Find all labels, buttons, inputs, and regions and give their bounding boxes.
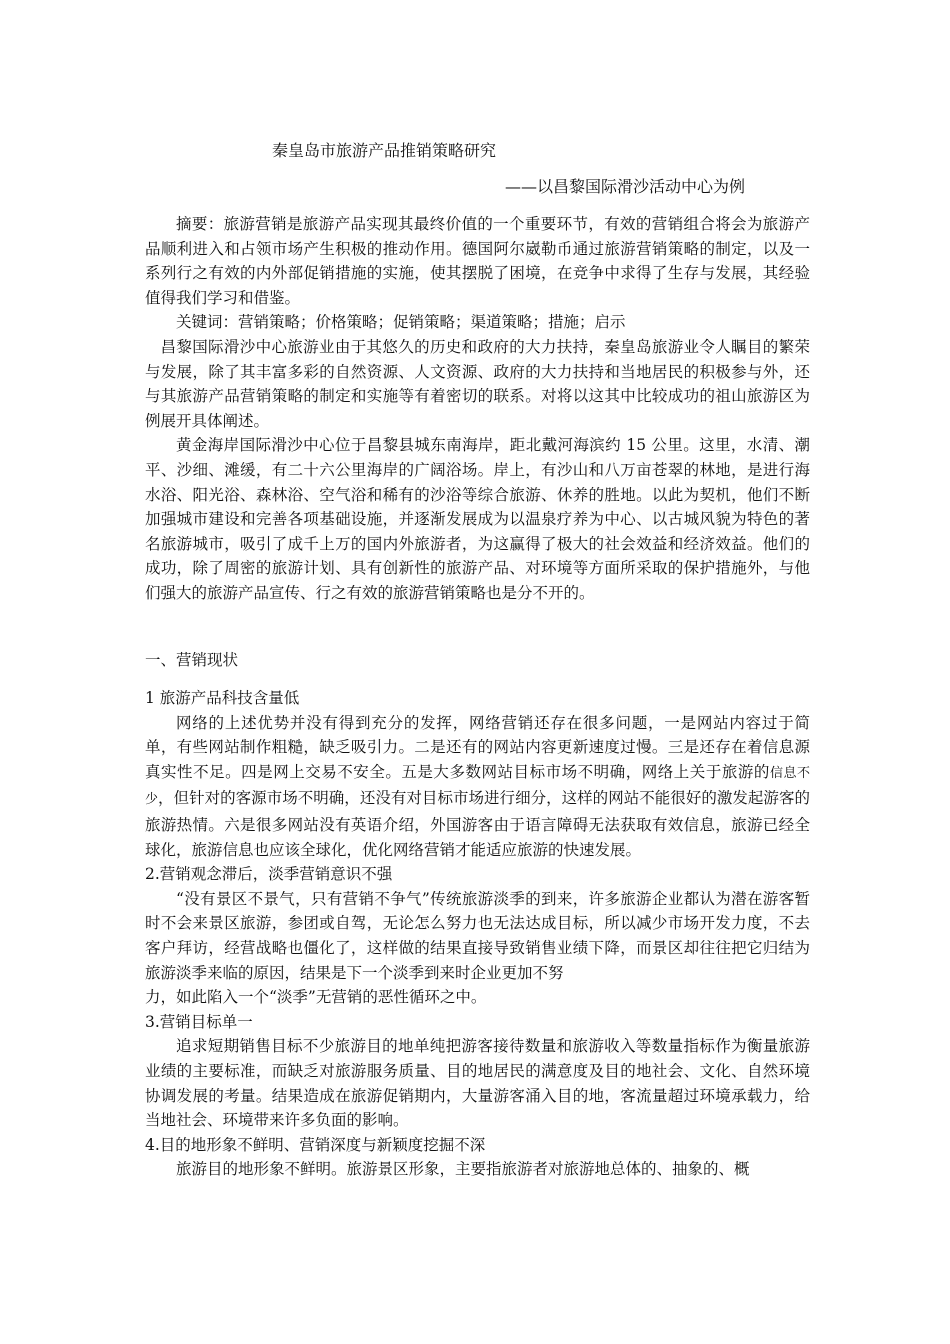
paragraph-4: 旅游目的地形象不鲜明。旅游景区形象，主要指旅游者对旅游地总体的、抽象的、概 [176,1160,750,1179]
paragraph-2: “没有景区不景气，只有营销不争气”传统旅游淡季的到来，许多旅游企业都认为潜在游客暂时不会来景区旅游，参团或自驾，无论怎么努力也无法达成目标，所以减少市场开发力度，不去客户拜访，经营战略也僵化了，这样做的结果直接导致销售业绩下降，而景区却往往把它归结为旅游淡季来临的原因，结果是下一个淡季到来时企业更加不努 [145,889,810,982]
intro-paragraph-2: 黄金海岸国际滑沙中心位于昌黎县城东南海岸，距北戴河海滨约 15 公里。这里，水清、潮平、沙细、滩缓，有二十六公里海岸的广阔浴场。岸上，有沙山和八万亩苍翠的林地，是进行海水浴、阳光浴、森林浴、空气浴和稀有的沙浴等综合旅游、休养的胜地。以此为契机，他们不断加强城市建设和完善各项基础设施，并逐渐发展成为以温泉疗养为中心、以古城风貌为特色的著名旅游城市，吸引了成千上万的国内外旅游者，为这赢得了极大的社会效益和经济效益。他们的成功，除了周密的旅游计划、具有创新性的旅游产品、对环境等方面所采取的保护措施外，与他们强大的旅游产品宣传、行之有效的旅游营销策略也是分不开的。 [145,436,810,602]
paragraph-3: 追求短期销售目标不少旅游目的地单纯把游客接待数量和旅游收入等数量指标作为衡量旅游业绩的主要标准，而缺乏对旅游服务质量、目的地居民的满意度及目的地社会、文化、自然环境协调发展的考量。结果造成在旅游促销期内，大量游客涌入目的地，客流量超过环境承载力，给当地社会、环境带来许多负面的影响。 [145,1037,810,1130]
heading-3: 3.营销目标单一 [145,1012,253,1031]
paragraph-1: 网络的上述优势并没有得到充分的发挥，网络营销还存在很多问题，一是网站内容过于简单，有些网站制作粗糙，缺乏吸引力。二是还有的网站内容更新速度过慢。三是还存在着信息源真实性不足。四是网上交易不安全。五是大多数网站目标市场不明确，网络上关于旅游的信息不少，但针对的客源市场不明确，还没有对目标市场进行细分，这样的网站不能很好的激发起游客的旅游热情。六是很多网站没有英语介绍，外国游客由于语言障碍无法获取有效信息，旅游已经全球化，旅游信息也应该全球化，优化网络营销才能适应旅游的快速发展。 [145,713,810,859]
paragraph-2-end: 力，如此陷入一个“淡季”无营销的恶性循环之中。 [145,988,487,1007]
heading-1: 1 旅游产品科技含量低 [145,689,300,707]
section-heading-1 [145,648,810,673]
document-title: 秦皇岛市旅游产品推销策略研究 [272,141,497,160]
abstract-paragraph: 摘要：旅游营销是旅游产品实现其最终价值的一个重要环节，有效的营销组合将会为旅游产品顺利进入和占领市场产生积极的推动作用。德国阿尔崴勒币通过旅游营销策略的制定，以及一系列行之有效的内外部促销措施的实施，使其摆脱了困境，在竞争中求得了生存与发展，其经验值得我们学习和借鉴。 [145,215,810,307]
abstract-block [145,212,810,606]
section-1-title: 一、营销现状 [145,651,239,669]
heading-2: 2.营销观念滞后，淡季营销意识不强 [145,865,393,884]
keywords-line: 关键词：营销策略；价格策略；促销策略；渠道策略；措施；启示 [176,313,626,332]
heading-4: 4.目的地形象不鲜明、营销深度与新颖度挖掘不深 [145,1135,486,1154]
intro-paragraph-1: 昌黎国际滑沙中心旅游业由于其悠久的历史和政府的大力扶持，秦皇岛旅游业令人瞩目的繁荣与发展，除了其丰富多彩的自然资源、人文资源、政府的大力扶持和当地居民的积极参与外，还与其旅游产品营销策略的制定和实施等有着密切的联系。对将以这其中比较成功的祖山旅游区为例展开具体阐述。 [145,337,810,430]
body-block [145,686,810,1182]
document-subtitle: ——以昌黎国际滑沙活动中心为例 [505,177,746,196]
